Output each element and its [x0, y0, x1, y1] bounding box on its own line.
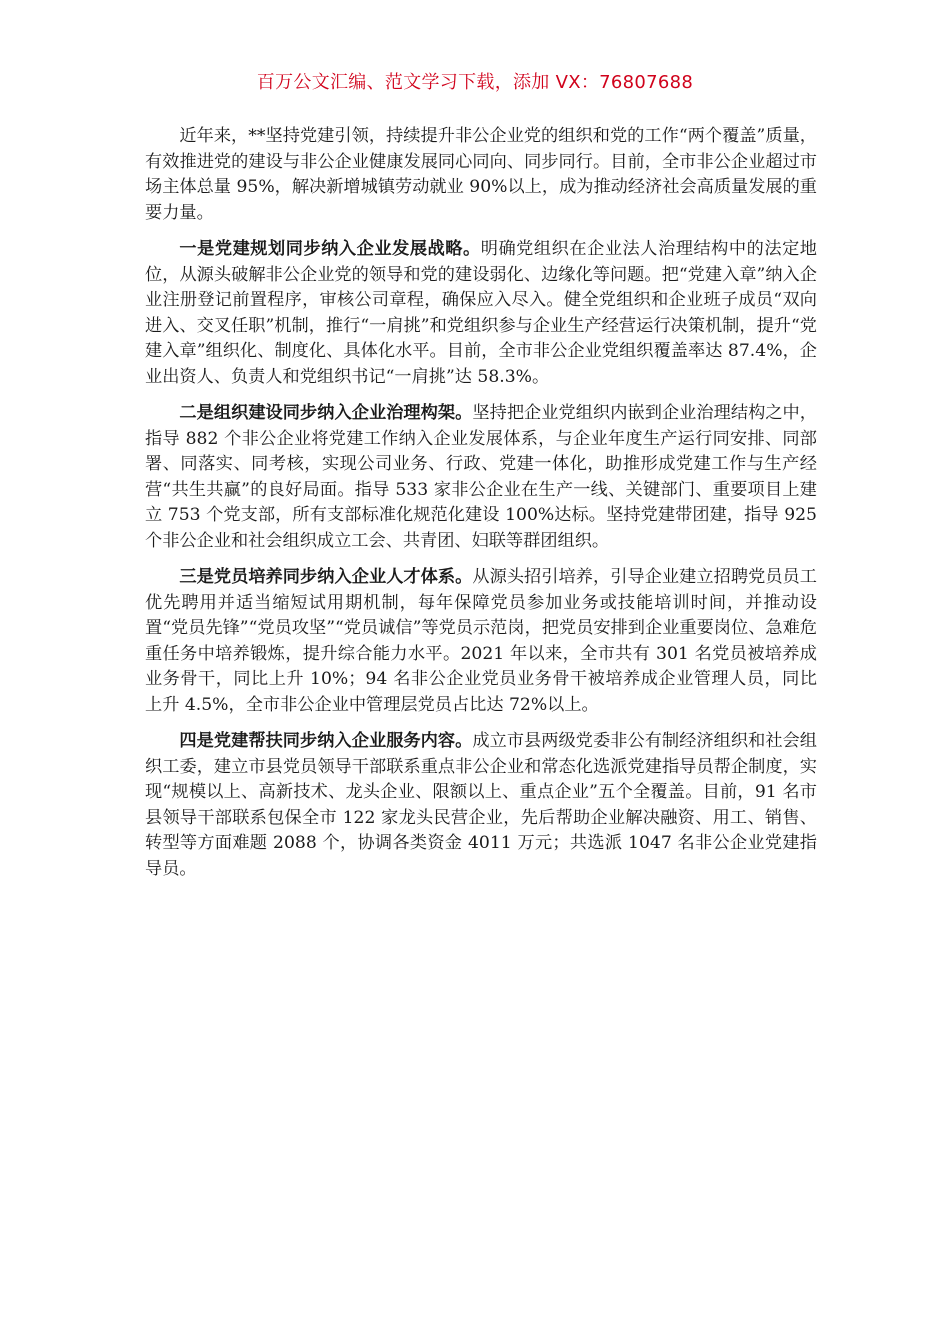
section-text-4: 成立市县两级党委非公有制经济组织和社会组织工委，建立市县党员领导干部联系重点非公企业和常态化选派党建指导员帮企制度，实现“规模以上、高新技术、龙头企业、限额以上、重点企业”五个全覆盖。目前，91 名市县领导干部联系包保全市 122 家龙头民营企业，先后帮助企业解决融资、用工、销售、转型等方面难题 2088 个，协调各类资金 4011 万元；共选派 1047 名非公企业党建指导员。: [145, 731, 817, 879]
section-lead-4: 四是党建帮扶同步纳入企业服务内容。: [179, 731, 473, 751]
section-paragraph-1: [145, 237, 817, 390]
section-lead-2: 二是组织建设同步纳入企业治理构架。: [179, 403, 473, 423]
section-lead-3: 三是党员培养同步纳入企业人才体系。: [179, 567, 473, 587]
header-banner: 百万公文汇编、范文学习下载，添加 VX：76807688: [256, 72, 694, 93]
section-text-3: 从源头招引培养，引导企业建立招聘党员员工优先聘用并适当缩短试用期机制，每年保障党员参加业务或技能培训时间，并推动设置“党员先锋”“党员攻坚”“党员诚信”等党员示范岗，把党员安排到企业重要岗位、急难危重任务中培养锻炼，提升综合能力水平。2021 年以来，全市共有 301 名党员被培养成业务骨干，同比上升 10%；94 名非公企业党员业务骨干被培养成企业管理人员，同比上升 4.5%，全市非公企业中管理层党员占比达 72%以上。: [145, 567, 817, 715]
section-paragraph-2: [145, 401, 817, 554]
intro-paragraph: 近年来，**坚持党建引领，持续提升非公企业党的组织和党的工作“两个覆盖”质量，有效推进党的建设与非公企业健康发展同心同向、同步同行。目前，全市非公企业超过市场主体总量 95%，解决新增城镇劳动就业 90%以上，成为推动经济社会高质量发展的重要力量。: [145, 126, 817, 223]
section-text-1: 明确党组织在企业法人治理结构中的法定地位，从源头破解非公企业党的领导和党的建设弱化、边缘化等问题。把“党建入章”纳入企业注册登记前置程序，审核公司章程，确保应入尽入。健全党组织和企业班子成员“双向进入、交叉任职”机制，推行“一肩挑”和党组织参与企业生产经营运行决策机制，提升“党建入章”组织化、制度化、具体化水平。目前，全市非公企业党组织覆盖率达 87.4%，企业出资人、负责人和党组织书记“一肩挑”达 58.3%。: [145, 239, 817, 387]
section-paragraph-3: [145, 565, 817, 718]
section-lead-1: 一是党建规划同步纳入企业发展战略。: [179, 239, 481, 259]
section-text-2: 坚持把企业党组织内嵌到企业治理结构之中，指导 882 个非公企业将党建工作纳入企业发展体系，与企业年度生产运行同安排、同部署、同落实、同考核，实现公司业务、行政、党建一体化，助推形成党建工作与生产经营“共生共赢”的良好局面。指导 533 家非公企业在生产一线、关键部门、重要项目上建立 753 个党支部，所有支部标准化规范化建设 100%达标。坚持党建带团建，指导 925 个非公企业和社会组织成立工会、共青团、妇联等群团组织。: [145, 403, 817, 551]
article-body: [145, 124, 817, 893]
section-paragraph-4: [145, 729, 817, 882]
